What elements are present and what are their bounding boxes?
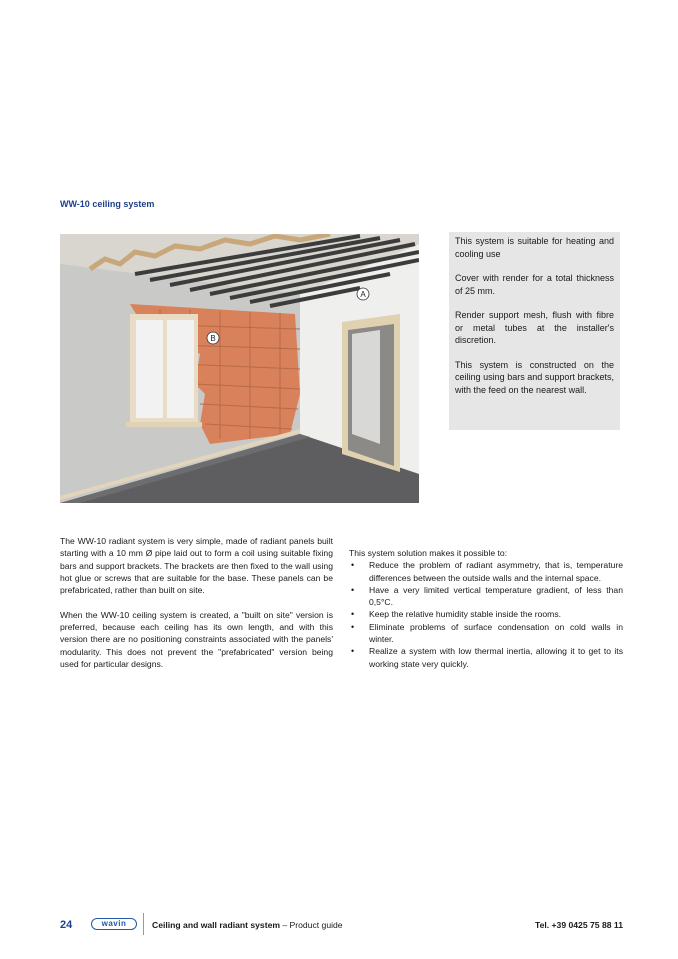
callout-box <box>449 232 620 430</box>
list-item <box>349 559 623 584</box>
bullet-icon: • <box>351 609 355 620</box>
list-item-text: Keep the relative humidity stable inside the rooms. <box>369 609 562 620</box>
left-column <box>60 535 333 683</box>
page-number: 24 <box>60 919 73 931</box>
callout-text: This system is suitable for heating and cooling use <box>455 236 614 259</box>
bullet-icon: • <box>351 646 355 657</box>
list-item <box>349 621 623 646</box>
label-a: A <box>360 290 366 299</box>
list-item-text: Realize a system with low thermal inertia, allowing it to get to its working state very quickly. <box>369 646 623 669</box>
footer-divider <box>143 913 144 935</box>
footer-title-bold: Ceiling and wall radiant system <box>152 920 280 930</box>
right-column <box>349 547 623 670</box>
section-title: WW-10 ceiling system <box>60 199 155 209</box>
list-item <box>349 608 623 620</box>
footer-title-rest: – Product guide <box>280 920 343 930</box>
bullet-icon: • <box>351 560 355 571</box>
ceiling-system-illustration <box>60 234 419 503</box>
callout-text: Render support mesh, flush with fibre or metal tubes at the installer's discretion. <box>455 310 614 345</box>
wavin-logo: wavin <box>91 918 137 930</box>
page-footer <box>60 913 623 935</box>
list-item-text: Have a very limited vertical temperature gradient, of less than 0,5°C. <box>369 584 623 608</box>
list-item-text: Reduce the problem of radiant asymmetry, that is, temperature differences between the outside walls and the internal space. <box>369 560 623 583</box>
callout-text: This system is constructed on the ceiling using bars and support brackets, with the feed on the nearest wall. <box>455 359 614 395</box>
footer-telephone: Tel. +39 0425 75 88 11 <box>534 920 623 930</box>
bullet-icon: • <box>351 621 355 632</box>
body-paragraph: When the WW-10 ceiling system is created, a "built on site" version is preferred, because each ceiling has its own length, and with this version there are no positioning constraints associated with the panels' modularity. This does not prevent the "prefabricated" version being used for particular designs. <box>60 609 333 669</box>
callout-text: Cover with render for a total thickness of 25 mm. <box>455 273 614 296</box>
footer-title <box>152 920 343 930</box>
body-paragraph: The WW-10 radiant system is very simple, made of radiant panels built starting with a 10 mm Ø pipe laid out to form a coil using suitable fixing bars and support brackets. The brackets are then fixed to the wall using hot glue or screws that are suitable for the base. These panels can be prefabricated, rather than built on site. <box>60 536 333 596</box>
list-item-text: Eliminate problems of surface condensation on cold walls in winter. <box>369 621 623 645</box>
list-intro: This system solution makes it possible to: <box>349 548 508 558</box>
label-b: B <box>210 334 216 343</box>
benefits-list <box>349 559 623 670</box>
list-item <box>349 645 623 670</box>
list-item <box>349 584 623 609</box>
bullet-icon: • <box>351 584 355 595</box>
